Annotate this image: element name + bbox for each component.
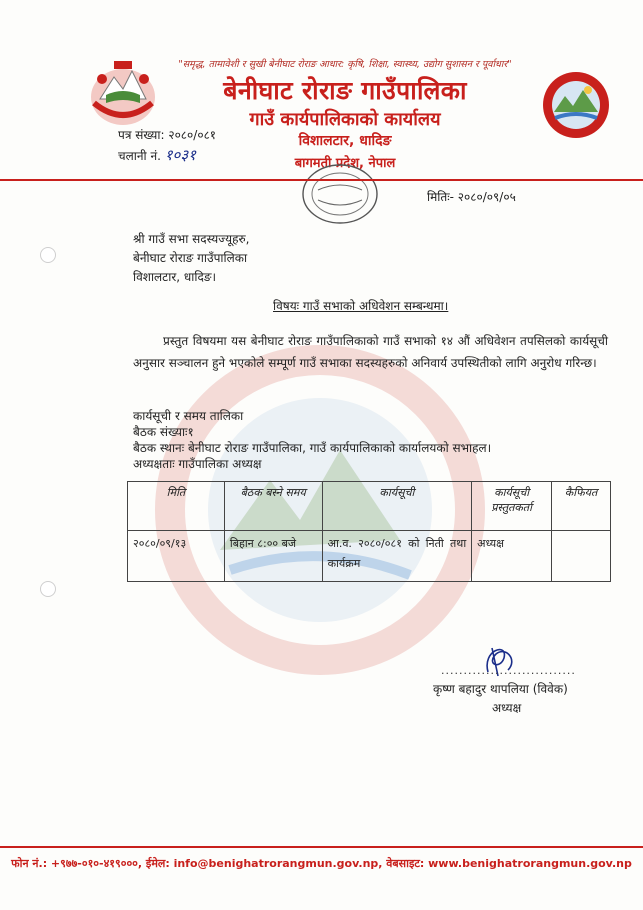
- body-paragraph: प्रस्तुत विषयमा यस बेनीघाट रोराङ गाउँपालिकाको गाउँ सभाको १४ औं अधिवेशन तपसिलको कार्यसूची अनुसार सञ्चालन हुने भएकोले सम्पूर्ण गाउँ सभाका सदस्यहरुको अनिवार्य उपस्थितीको लागि अनुरोध गरिन्छ।: [133, 334, 608, 370]
- addressee-line-3: विशालटार, धादिङ।: [133, 270, 217, 284]
- municipality-logo-icon: [541, 70, 611, 140]
- column-header: कार्यसूची: [322, 482, 472, 531]
- table-cell-time: बिहान ८:०० बजे: [224, 531, 322, 582]
- patra-label: पत्र संख्या:: [118, 128, 165, 142]
- agenda-heading: कार्यसूची र समय तालिका: [133, 409, 244, 423]
- header-divider: [0, 179, 643, 181]
- chalani-number: [118, 145, 196, 165]
- table-header-row: [128, 482, 611, 531]
- municipality-name: बेनीघाट रोराङ गाउँपालिका: [223, 76, 467, 105]
- table-row: [128, 531, 611, 582]
- addressee-line-2: बेनीघाट रोराङ गाउँपालिका: [133, 251, 248, 265]
- column-header: मिति: [128, 482, 225, 531]
- address-line-1: विशालटार, धादिङ: [298, 133, 392, 149]
- chalani-label: चलानी नं.: [118, 149, 161, 163]
- punch-hole-top: [40, 247, 56, 263]
- chalani-value: १०३१: [164, 146, 196, 164]
- footer-contact: फोन नं.: +९७७-०१०-४१९०००, ईमेल: info@benighatrorangmun.gov.np, वेबसाइट: www.benighatrorangmun.gov.np: [11, 857, 632, 870]
- address-line-2: बागमती प्रदेश, नेपाल: [294, 156, 396, 171]
- schedule-table: [127, 481, 611, 582]
- addressee-line-1: श्री गाउँ सभा सदस्यज्यूहरु,: [133, 232, 250, 246]
- tagline: "समृद्ध, तामावेशी र सुखी बेनीघाट रोराङ आधार: कृषि, शिक्षा, स्वास्थ्य, उद्योग सुशासन र पूर्वाधार": [178, 59, 512, 70]
- punch-hole-bottom: [40, 581, 56, 597]
- table-cell-presenter: अध्यक्ष: [472, 531, 552, 582]
- column-header: बैठक बस्ने समय: [224, 482, 322, 531]
- office-name: गाउँ कार्यपालिकाको कार्यालय: [249, 109, 441, 130]
- meeting-chair: अध्यक्षताः गाउँपालिका अध्यक्ष: [133, 457, 262, 471]
- signature-dotted-line: ..............................: [441, 664, 576, 677]
- table-cell-remarks: [552, 531, 611, 582]
- signatory-name: कृष्ण बहादुर थापलिया (विवेक): [433, 682, 568, 696]
- patra-sankhya: [118, 126, 216, 143]
- patra-value: २०८०/०८१: [168, 128, 217, 142]
- office-stamp-icon: [300, 162, 380, 226]
- footer-divider: [0, 846, 643, 848]
- table-cell-agenda: आ.व. २०८०/०८१ को निती तथा कार्यक्रम: [322, 531, 472, 582]
- column-header: कैफियत: [552, 482, 611, 531]
- column-header: कार्यसूची प्रस्तुतकर्ता: [472, 482, 552, 531]
- meeting-venue: बैठक स्थानः बेनीघाट रोराङ गाउँपालिका, गाउँ कार्यपालिकाको कार्यालयको सभाहल।: [133, 441, 492, 455]
- letter-date: मितिः- २०८०/०९/०५: [427, 190, 516, 204]
- agenda-block: [133, 408, 491, 472]
- signatory-title: अध्यक्ष: [492, 701, 522, 715]
- meeting-number: बैठक संख्याः१: [133, 425, 194, 439]
- table-cell-date: २०८०/०९/१३: [128, 531, 225, 582]
- subject-line: विषयः गाउँ सभाको अधिवेशन सम्बन्धमा।: [273, 299, 449, 313]
- addressee-block: [133, 230, 249, 287]
